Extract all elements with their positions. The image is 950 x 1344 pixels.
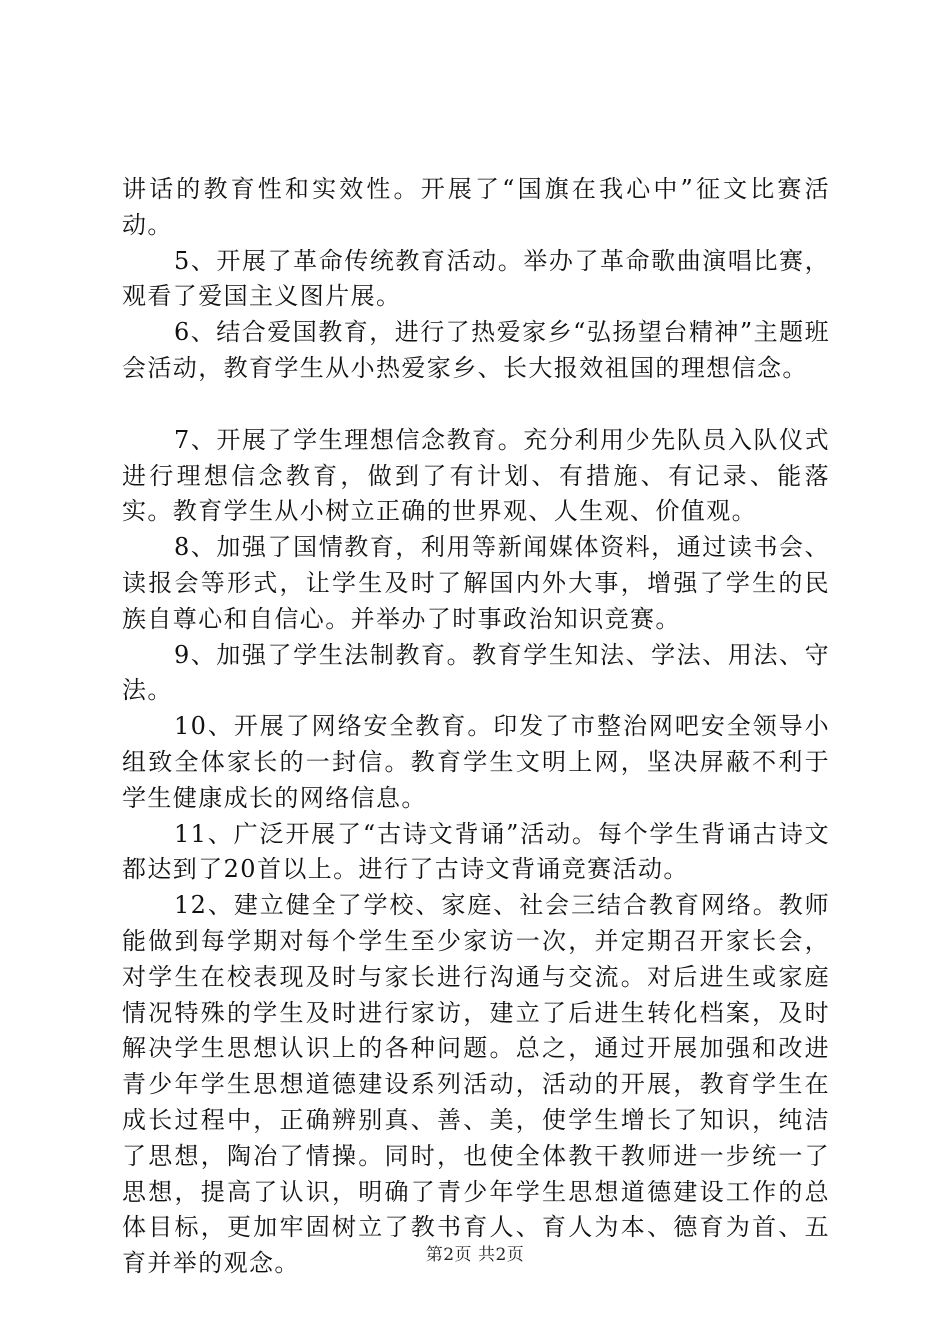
paragraph-item-11: 11、广泛开展了“古诗文背诵”活动。每个学生背诵古诗文都达到了20首以上。进行了古诗文背诵竞赛活动。 [122, 819, 830, 884]
paragraph-item-8: 8、加强了国情教育，利用等新闻媒体资料，通过读书会、读报会等形式，让学生及时了解国内外大事，增强了学生的民族自尊心和自信心。并举办了时事政治知识竞赛。 [122, 533, 830, 633]
page-number-footer: 第2页 共2页 [425, 1245, 525, 1265]
paragraph-spacer [122, 387, 830, 423]
paragraph-continued: 讲话的教育性和实效性。开展了“国旗在我心中”征文比赛活动。 [122, 175, 830, 239]
paragraph-item-5: 5、开展了革命传统教育活动。举办了革命歌曲演唱比赛，观看了爱国主义图片展。 [122, 246, 830, 311]
paragraph-item-6: 6、结合爱国教育，进行了热爱家乡“弘扬望台精神”主题班会活动，教育学生从小热爱家乡、长大报效祖国的理想信念。 [122, 318, 830, 382]
document-body [122, 172, 830, 1282]
paragraph-item-7: 7、开展了学生理想信念教育。充分利用少先队员入队仪式进行理想信念教育，做到了有计划、有措施、有记录、能落实。教育学生从小树立正确的世界观、人生观、价值观。 [122, 425, 830, 526]
paragraph-item-12: 12、建立健全了学校、家庭、社会三结合教育网络。教师能做到每学期对每个学生至少家访一次，并定期召开家长会，对学生在校表现及时与家长进行沟通与交流。对后进生或家庭情况特殊的学生及时进行家访，建立了后进生转化档案，及时解决学生思想认识上的各种问题。总之，通过开展加强和改进青少年学生思想道德建设系列活动，活动的开展，教育学生在成长过程中，正确辨别真、善、美，使学生增长了知识，纯洁了思想，陶冶了情操。同时，也使全体教干教师进一步统一了思想，提高了认识，明确了青少年学生思想道德建设工作的总体目标，更加牢固树立了教书育人、育人为本、德育为首、五育并举的观念。 [122, 891, 830, 1278]
paragraph-item-10: 10、开展了网络安全教育。印发了市整治网吧安全领导小组致全体家长的一封信。教育学生文明上网，坚决屏蔽不利于学生健康成长的网络信息。 [122, 712, 830, 812]
paragraph-item-9: 9、加强了学生法制教育。教育学生知法、学法、用法、守法。 [122, 640, 830, 705]
